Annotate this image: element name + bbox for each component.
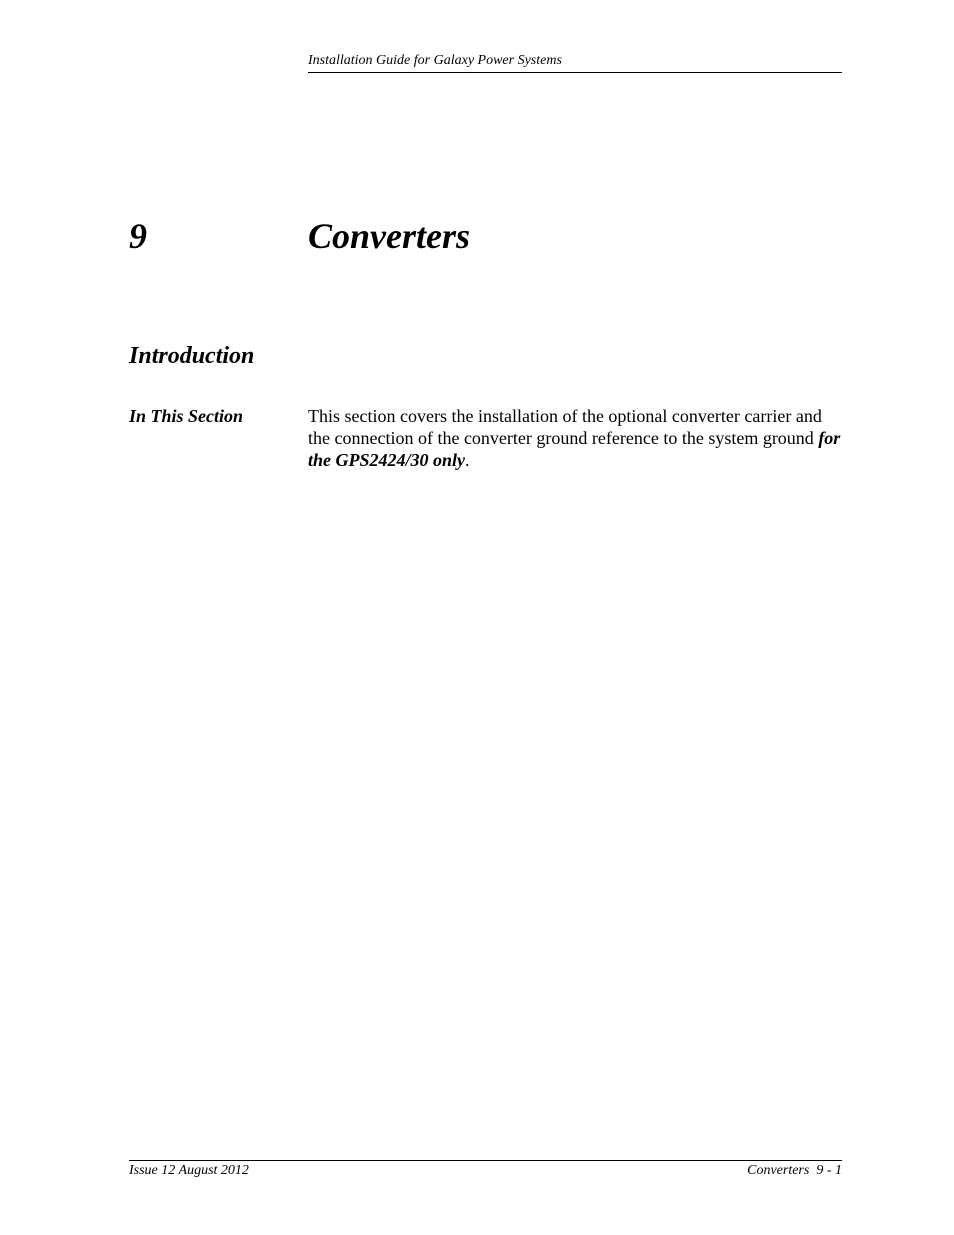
footer-divider xyxy=(129,1160,842,1161)
side-label: In This Section xyxy=(129,406,244,426)
footer-issue: Issue 12 August 2012 xyxy=(129,1163,249,1178)
body-end: . xyxy=(465,450,470,470)
running-header: Installation Guide for Galaxy Power Systems xyxy=(308,53,562,68)
header-divider xyxy=(308,72,842,73)
section-heading: Introduction xyxy=(129,343,255,369)
body-text: This section covers the installation of the optional converter carrier and the connection of the converter ground reference to the system ground xyxy=(308,406,822,448)
footer-page-label: Converters 9 - 1 xyxy=(747,1163,842,1178)
body-emphasis: for the GPS2424/30 only xyxy=(308,428,841,470)
chapter-number: 9 xyxy=(129,216,147,256)
chapter-title: Converters xyxy=(308,216,470,256)
body-paragraph xyxy=(308,405,842,471)
